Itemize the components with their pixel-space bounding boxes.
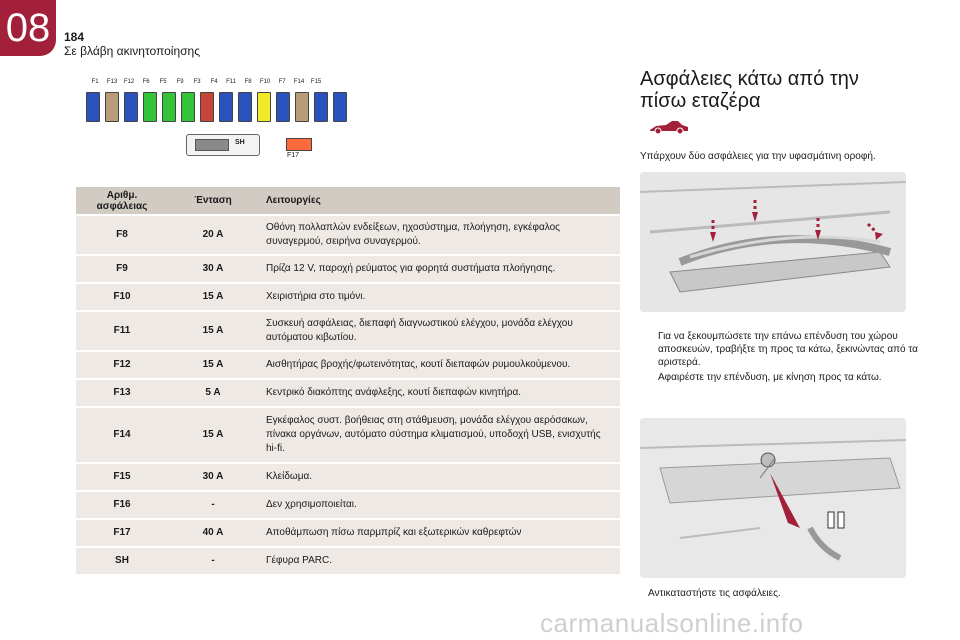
function-cell: Οθόνη πολλαπλών ενδείξεων, ηχοσύστημα, πλοήγηση, εγκέφαλος συναγερμού, σειρήνα συναγερμού.	[258, 215, 620, 255]
table-row	[76, 463, 620, 491]
table-row	[76, 519, 620, 547]
fuse-label: F10	[259, 79, 271, 85]
fuse-location-illustration	[640, 418, 906, 578]
fuse-strip	[86, 92, 352, 122]
instruction-list	[640, 330, 920, 386]
intro-text: Υπάρχουν δύο ασφάλειες για την υφασμάτινη οροφή.	[640, 151, 876, 162]
chapter-badge: 08	[0, 0, 56, 56]
amperage-cell: 30 A	[168, 255, 258, 283]
amperage-cell: 15 A	[168, 407, 258, 463]
instruction-item	[640, 371, 920, 384]
amperage-cell: 40 A	[168, 519, 258, 547]
amperage-cell: 30 A	[168, 463, 258, 491]
fuse-f3	[200, 92, 214, 122]
fuse-label: F9	[176, 79, 184, 85]
header-fuse-number: Αριθμ. ασφάλειας	[76, 187, 168, 215]
fuse-number-cell: F8	[76, 215, 168, 255]
fuse-number-cell: F12	[76, 351, 168, 379]
instruction-text: Αντικαταστήστε τις ασφάλειες.	[648, 588, 781, 599]
instruction-text: Αφαιρέστε την επένδυση, με κίνηση προς τα κάτω.	[658, 372, 882, 383]
sh-relay	[186, 134, 260, 156]
amperage-cell: 15 A	[168, 351, 258, 379]
fuse-label: F4	[210, 79, 218, 85]
fuse-number-cell: SH	[76, 547, 168, 575]
fuse-f6	[143, 92, 157, 122]
amperage-cell: 15 A	[168, 311, 258, 351]
function-cell: Πρίζα 12 V, παροχή ρεύματος για φορητά συστήματα πλοήγησης.	[258, 255, 620, 283]
header-amperage: Ένταση	[168, 187, 258, 215]
function-cell: Γέφυρα PARC.	[258, 547, 620, 575]
fuse-number-cell: F15	[76, 463, 168, 491]
fuse-f10	[276, 92, 290, 122]
fuse-label: F1	[91, 79, 99, 85]
function-cell: Δεν χρησιμοποιείται.	[258, 491, 620, 519]
fuse-f13	[105, 92, 119, 122]
fuse-f11	[238, 92, 252, 122]
function-cell: Αποθάμπωση πίσω παρμπρίζ και εξωτερικών καθρεφτών	[258, 519, 620, 547]
fuse-label: F11	[226, 79, 237, 85]
convertible-car-icon	[648, 118, 690, 136]
fuse-number-cell: F10	[76, 283, 168, 311]
table-row	[76, 547, 620, 575]
instruction-text: Για να ξεκουμπώσετε την επάνω επένδυση του χώρου αποσκευών, τραβήξτε τη προς τα κάτω, ξεκινώντας από τα αριστερά.	[658, 331, 918, 368]
table-row	[76, 351, 620, 379]
table-row	[76, 379, 620, 407]
fuse-table	[76, 187, 620, 576]
fuse-f4	[219, 92, 233, 122]
fuse-label: F7	[278, 79, 286, 85]
sh-relay-body	[195, 139, 229, 151]
fuse-f17	[286, 138, 312, 151]
page-number: 184	[64, 30, 85, 44]
fuse-f5	[162, 92, 176, 122]
function-cell: Συσκευή ασφάλειας, διεπαφή διαγνωστικού ελέγχου, μονάδα ελέγχου αυτόματου κιβωτίου.	[258, 311, 620, 351]
right-title-line1: Ασφάλειες κάτω από την	[640, 68, 859, 90]
watermark: carmanualsonline.info	[540, 608, 804, 638]
table-row	[76, 491, 620, 519]
right-title-line2: πίσω εταζέρα	[640, 90, 761, 112]
trunk-lining-photo	[640, 172, 906, 312]
fuse-label: F8	[244, 79, 252, 85]
fuse-f14	[314, 92, 328, 122]
instruction-item	[640, 330, 920, 369]
right-title	[640, 68, 859, 112]
amperage-cell: -	[168, 547, 258, 575]
fuse-number-cell: F17	[76, 519, 168, 547]
fuse-number-cell: F13	[76, 379, 168, 407]
fuse-f7	[295, 92, 309, 122]
fuse-number-cell: F14	[76, 407, 168, 463]
function-cell: Χειριστήρια στο τιμόνι.	[258, 283, 620, 311]
table-row	[76, 215, 620, 255]
fuse-number-cell: F9	[76, 255, 168, 283]
function-cell: Κλείδωμα.	[258, 463, 620, 491]
fuse-label: F5	[159, 79, 167, 85]
fuse-number-cell: F16	[76, 491, 168, 519]
fuse-number-cell: F11	[76, 311, 168, 351]
fuse-label: F3	[193, 79, 201, 85]
table-row	[76, 255, 620, 283]
table-row	[76, 311, 620, 351]
trunk-lining-illustration	[640, 172, 906, 312]
fuse-label-row	[86, 79, 324, 85]
function-cell: Αισθητήρας βροχής/φωτεινότητας, κουτί διεπαφών ρυμουλκούμενου.	[258, 351, 620, 379]
fuse-location-photo	[640, 418, 906, 578]
fuse-f9	[181, 92, 195, 122]
fuse-f1	[86, 92, 100, 122]
amperage-cell: 20 A	[168, 215, 258, 255]
header-functions: Λειτουργίες	[258, 187, 620, 215]
function-cell: Εγκέφαλος συστ. βοήθειας στη στάθμευση, μονάδα ελέγχου αερόσακων, πίνακα οργάνων, αυτόματο σύστημα κλιματισμού, υποδοχή USB, ενισχυτής hi-fi.	[258, 407, 620, 463]
fuse-label: F6	[142, 79, 150, 85]
fuse-f15	[333, 92, 347, 122]
table-row	[76, 407, 620, 463]
fuse-f8	[257, 92, 271, 122]
table-row	[76, 283, 620, 311]
fuse-f12	[124, 92, 138, 122]
instruction-item-replace	[640, 588, 781, 599]
function-cell: Κεντρικό διακόπτης ανάφλεξης, κουτί διεπαφών κινητήρα.	[258, 379, 620, 407]
amperage-cell: 5 A	[168, 379, 258, 407]
table-header-row	[76, 187, 620, 215]
fuse-label: F13	[106, 79, 118, 85]
section-title: Σε βλάβη ακινητοποίησης	[64, 44, 201, 58]
sh-relay-label: SH	[235, 139, 245, 146]
amperage-cell: 15 A	[168, 283, 258, 311]
fuse-f17-label: F17	[287, 152, 300, 159]
amperage-cell: -	[168, 491, 258, 519]
fuse-label: F12	[123, 79, 135, 85]
fuse-label: F15	[310, 79, 322, 85]
fuse-label: F14	[293, 79, 305, 85]
